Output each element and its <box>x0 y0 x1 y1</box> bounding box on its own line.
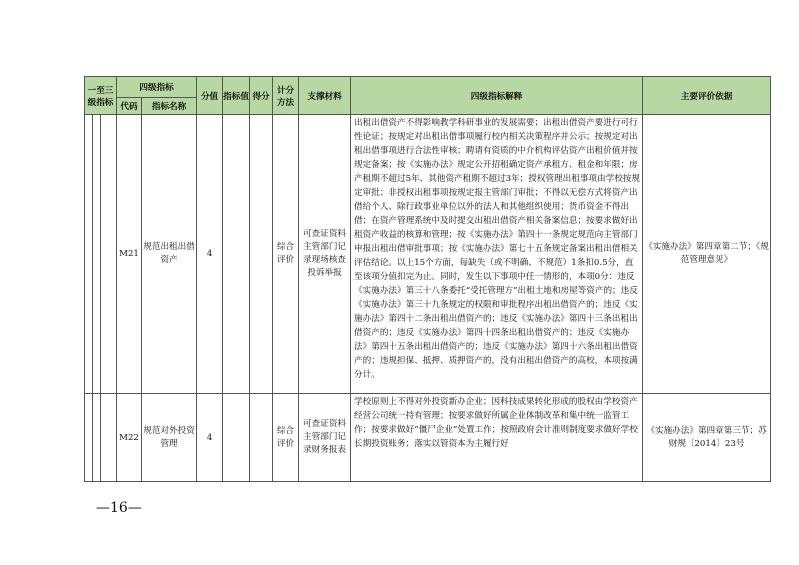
row-support-material: 可查证资料主管部门记录财务报表 <box>299 394 351 482</box>
table-row <box>85 115 771 394</box>
header-scoring-method: 计分方法 <box>273 77 299 115</box>
row-score: 4 <box>197 394 223 482</box>
header-level-1-3: 一至三级指标 <box>85 77 117 115</box>
table-row <box>85 394 771 482</box>
header-score: 分值 <box>197 77 223 115</box>
row-result-score <box>250 394 273 482</box>
header-code: 代码 <box>117 98 142 115</box>
row-code: M22 <box>117 394 142 482</box>
row-basis: 《实施办法》第四章第三节；苏财规〔2014〕23号 <box>643 394 771 482</box>
row-explanation: 学校原则上不得对外投资新办企业；因科技成果转化形成的股权由学校资产经营公司统一持有管理；按要求做好所属企业体制改革和集中统一监管工作；按要求做好“僵尸企业”处置工作；按照政府会计准则制度要求做好学校长期投资账务；落实以管资本为主履行好 <box>351 394 643 482</box>
row-basis: 《实施办法》第四章第二节；《规范管理意见》 <box>643 115 771 394</box>
row-indicator-name: 规范出租出借资产 <box>142 115 197 394</box>
header-indicator-value: 指标值 <box>223 77 250 115</box>
evaluation-table <box>84 76 771 482</box>
row-scoring-method: 综合评价 <box>273 115 299 394</box>
header-indicator-name: 指标名称 <box>142 98 197 115</box>
header-row-1 <box>85 77 771 98</box>
divider <box>87 115 90 393</box>
page-number: —16— <box>96 500 142 516</box>
row-code: M21 <box>117 115 142 394</box>
header-level-4: 四级指标 <box>117 77 197 98</box>
header-explanation: 四级指标解释 <box>351 77 643 115</box>
row-indicator-value <box>223 394 250 482</box>
row-scoring-method: 综合评价 <box>273 394 299 482</box>
row-score: 4 <box>197 115 223 394</box>
header-support-material: 支撑材料 <box>299 77 351 115</box>
row-explanation: 出租出借资产不得影响教学科研事业的发展需要；出租出借资产要进行可行性论证；按规定对出租出借事项履行校内相关决策程序并公示；按规定对出租出借事项进行合法性审核；聘请有资质的中介机构评估资产出租价值并按规定备案；按《实施办法》规定公开招租确定资产承租方、租金和年限；房产租期不超过5年、其他资产租期不超过3年；授权管理出租事项由学校按规定审批；非授权出租事项按规定报主管部门审批；不得以无偿方式将资产出借给个人、除行政事业单位以外的法人和其他组织使用；货币资金不得出借；在资产管理系统中及时提交出租出借资产相关备案信息；按要求做好出租资产收益的核算和管理；按《实施办法》第四十一条规定规范向主管部门申报出租出借审批事项；按《实施办法》第七十五条规定备案出租出借相关评估结论。以上15个方面，每缺失（或不明确、不规范）1条扣0.5分，直至该项分值扣完为止。同时，发生以下事项中任一情形的，本项0分：违反《实施办法》第三十八条委托“受托管理方”出租土地和房屋等资产的；违反《实施办法》第三十九条规定的权限和审批程序出租出借资产的；违反《实施办法》第四十二条出租出借资产的；违反《实施办法》第四十三条出租出借资产的；违反《实施办法》第四十四条出租出借资产的；违反《实施办法》第四十五条出租出借资产的；违反《实施办法》第四十六条出租出借资产的；违规担保、抵押、质押资产的，没有出租出借资产的高校，本项按满分计。 <box>351 115 643 394</box>
row-result-score <box>250 115 273 394</box>
row-indicator-name: 规范对外投资管理 <box>142 394 197 482</box>
row-indicator-value <box>223 115 250 394</box>
row-support-material: 可查证资料主管部门记录现场核查投诉举报 <box>299 115 351 394</box>
header-result-score: 得分 <box>250 77 273 115</box>
header-basis: 主要评价依据 <box>643 77 771 115</box>
